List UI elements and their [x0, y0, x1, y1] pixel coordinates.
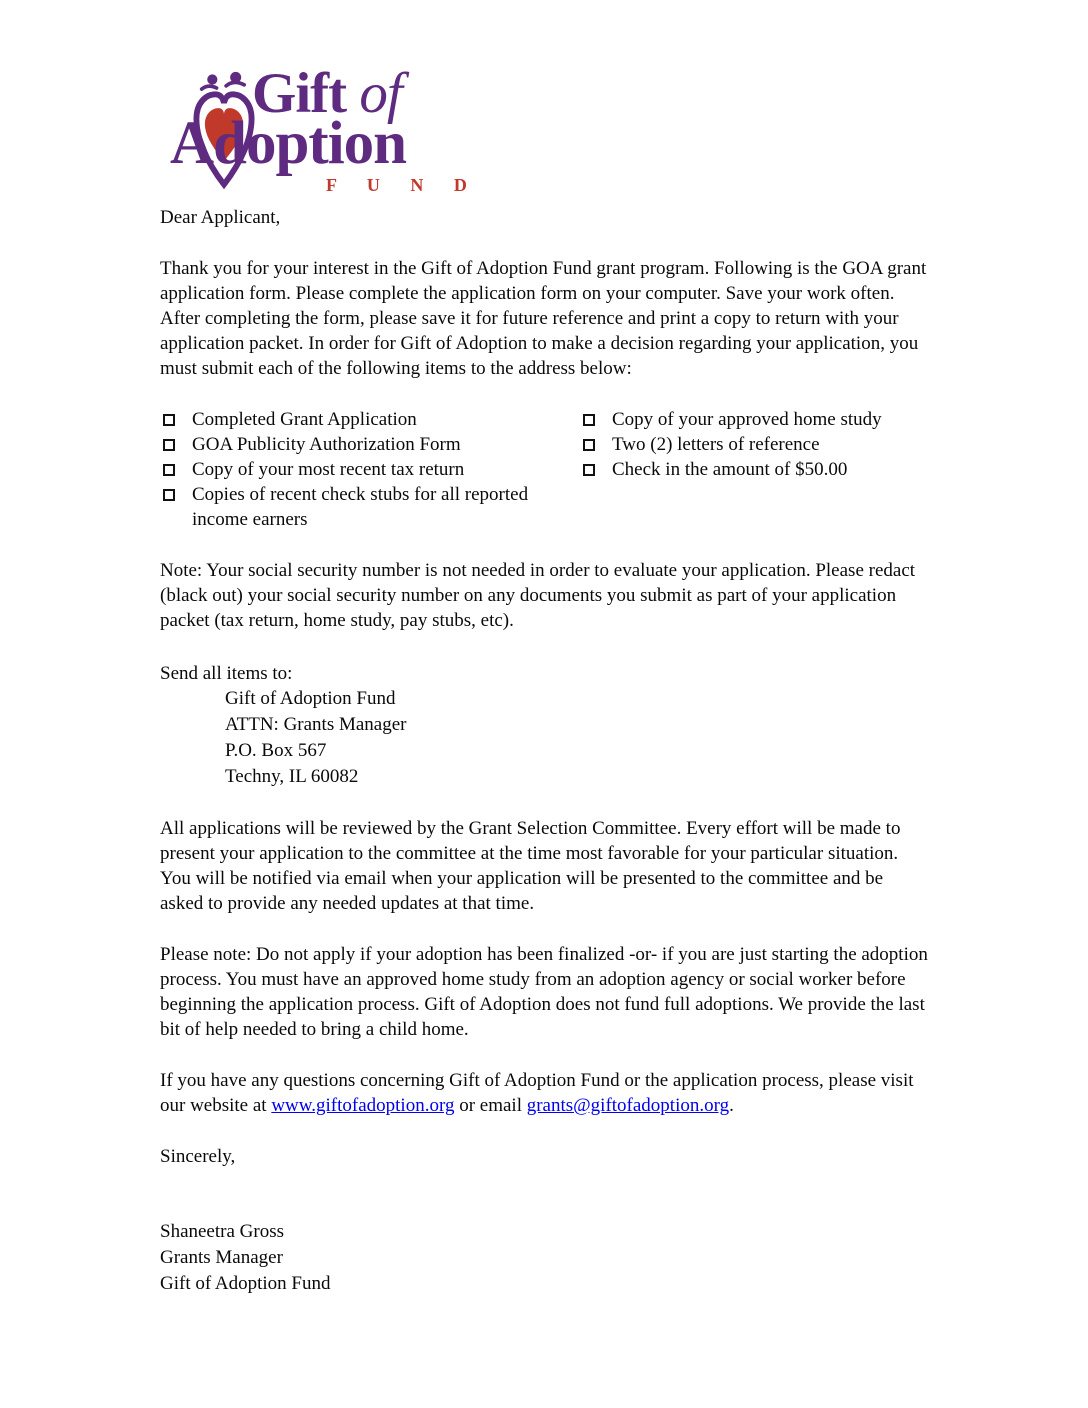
checklist-right-column [580, 407, 930, 532]
checklist-item-label: Two (2) letters of reference [612, 434, 820, 455]
signature-block [160, 1219, 930, 1297]
questions-text-before: If you have any questions concerning Gift of Adoption Fund or the application process, please visit our website at [160, 1070, 914, 1116]
address-line-attn: ATTN: Grants Manager [225, 714, 407, 735]
checkbox-icon [583, 464, 595, 476]
checklist-item-label: GOA Publicity Authorization Form [192, 434, 461, 455]
signature-title: Grants Manager [160, 1247, 283, 1268]
send-items-heading: Send all items to: [160, 663, 293, 684]
ssn-note-paragraph: Note: Your social security number is not needed in order to evaluate your application. Please redact (black out) your social security number on any documents you submit as part of your application packet (tax return, home study, pay stubs, etc). [160, 560, 916, 631]
checklist-item [580, 457, 930, 482]
eligibility-note-paragraph: Please note: Do not apply if your adoption has been finalized -or- if you are just starting the adoption process. You must have an approved home study from an adoption agency or social worker before beginning the application process. Gift of Adoption does not fund full adoptions. We provide the last bit of help needed to bring a child home. [160, 944, 928, 1040]
checkbox-icon [163, 414, 175, 426]
checkbox-icon [163, 489, 175, 501]
required-items-checklist [160, 407, 930, 532]
address-line-city: Techny, IL 60082 [225, 766, 359, 787]
logo-gift-of-text: Gift of [252, 62, 402, 125]
checkbox-icon [583, 439, 595, 451]
checklist-item [160, 407, 580, 432]
questions-text-after: . [729, 1095, 734, 1116]
gift-of-adoption-logo [170, 62, 480, 205]
signature-name: Shaneetra Gross [160, 1221, 284, 1242]
website-link[interactable]: www.giftofadoption.org [271, 1095, 455, 1116]
checklist-item [160, 457, 580, 482]
checkbox-icon [163, 439, 175, 451]
checklist-item-label: Copy of your approved home study [612, 409, 882, 430]
review-process-paragraph: All applications will be reviewed by the Grant Selection Committee. Every effort will be made to present your application to the committee at the time most favorable for your particular situation. You will be notified via email when your application will be presented to the committee and be asked to provide any needed updates at that time. [160, 818, 901, 914]
checklist-item [160, 432, 580, 457]
email-link[interactable]: grants@giftofadoption.org [526, 1095, 730, 1116]
signature-org: Gift of Adoption Fund [160, 1273, 331, 1294]
checklist-item [160, 482, 580, 532]
questions-paragraph [160, 1068, 930, 1118]
checkbox-icon [163, 464, 175, 476]
questions-text-mid: or email [454, 1095, 527, 1116]
checklist-item-label: Copy of your most recent tax return [192, 459, 465, 480]
checklist-item-label: Copies of recent check stubs for all reported income earners [192, 484, 529, 530]
mailing-address [225, 686, 930, 790]
address-line-pobox: P.O. Box 567 [225, 740, 327, 761]
salutation: Dear Applicant, [160, 207, 281, 228]
checklist-item [580, 432, 930, 457]
address-line-org: Gift of Adoption Fund [225, 688, 396, 709]
checklist-item-label: Completed Grant Application [192, 409, 417, 430]
intro-paragraph: Thank you for your interest in the Gift of Adoption Fund grant program. Following is the GOA grant application form. Please complete the application form on your computer. Save your work often. After completing the form, please save it for future reference and print a copy to return with your application packet. In order for Gift of Adoption to make a decision regarding your application, you must submit each of the following items to the address below: [160, 258, 927, 379]
logo-adoption-text: Adoption [170, 110, 407, 177]
checkbox-icon [583, 414, 595, 426]
checklist-item [580, 407, 930, 432]
logo-fund-text: F U N D [326, 175, 480, 195]
checklist-item-label: Check in the amount of $50.00 [612, 459, 848, 480]
closing: Sincerely, [160, 1146, 236, 1167]
checklist-left-column [160, 407, 580, 532]
